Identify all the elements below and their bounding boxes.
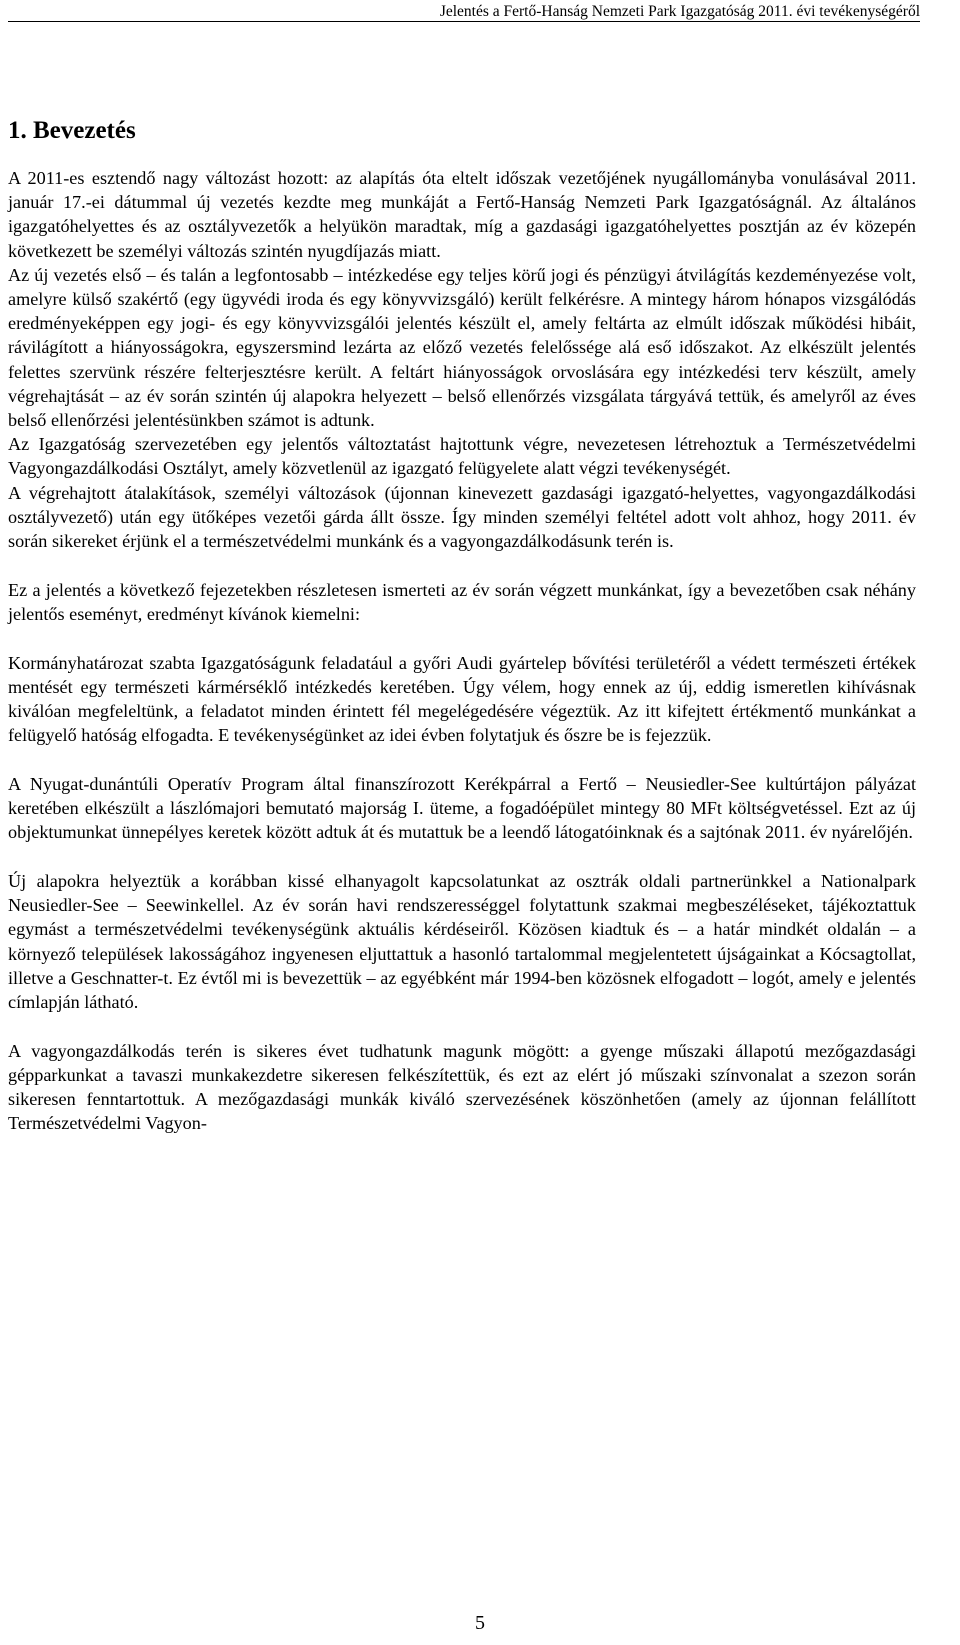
paragraph-gap	[8, 626, 916, 651]
page-number: 5	[475, 1612, 485, 1634]
paragraph: Új alapokra helyeztük a korábban kissé elhanyagolt kapcsolatunkat az osztrák oldali partnerünkkel a Nationalpark Neusiedler-See – Seewinkellel. Az év során havi rendszerességgel folytattunk szakmai megbeszéléseket, tájékoztattuk egymást a természetvédelmi tevékenységünk aktuális kérdéseiről. Közösen kiadtuk és – a határ mindkét oldalán – a környező települések lakosságához ingyenesen eljuttattuk a hasonló tartalommal megjelentetett újságainkat a Kócsagtollat, illetve a Geschnatter-t. Ez évtől mi is bevezettük – az egyébként már 1994-ben közösnek elfogadott – logót, amely e jelentés címlapján látható.	[8, 871, 916, 1013]
running-header	[0, 0, 960, 22]
paragraph: A Nyugat-dunántúli Operatív Program által finanszírozott Kerékpárral a Fertő – Neusiedler-See kultúrtájon pályázat keretében elkészült a lászlómajori bemutató majorság I. üteme, a fogadóépület mintegy 80 MFt költségvetéssel. Ezt az új objektumunkat ünnepélyes keretek között adtuk át és mutattuk be a leendő látogatóinknak és a sajtónak 2011. év nyárelőjén.	[8, 773, 916, 843]
paragraph: A vagyongazdálkodás terén is sikeres évet tudhatunk magunk mögött: a gyenge műszaki állapotú mezőgazdasági gépparkunkat a tavaszi munkakezdetre sikeresen felkészítettük, és ezt az elért jó műszaki színvonalat a szezon során sikeresen fenntartottuk. A mezőgazdasági munkák kiváló szervezésének köszönhetően (amely az újonnan felállított Természetvédelmi Vagyon-	[8, 1040, 916, 1134]
header-rule	[8, 21, 920, 22]
paragraph: A végrehajtott átalakítások, személyi változások (újonnan kinevezett gazdasági igazgató-helyettes, vagyongazdálkodási osztályvezető) után egy ütőképes vezetői gárda állt össze. Így minden személyi feltétel adott volt ahhoz, hogy 2011. év során sikereket érjünk el a természetvédelmi munkánk és a vagyongazdálkodásunk terén is.	[8, 482, 916, 552]
paragraph: Az Igazgatóság szervezetében egy jelentős változtatást hajtottunk végre, nevezetesen létrehoztuk a Természetvédelmi Vagyongazdálkodási Osztályt, amely közvetlenül az igazgató felügyelete alatt végzi tevékenységét.	[8, 434, 916, 479]
paragraph: Az új vezetés első – és talán a legfontosabb – intézkedése egy teljes körű jogi és pénzügyi átvilágítás kezdeményezése volt, amelyre külső szakértő (egy ügyvédi iroda és egy könyvvizsgáló) került felkérésre. A mintegy három hónapos vizsgálódás eredményeképpen egy jogi- és egy könyvvizsgálói jelentés készült el, amely feltárta az elmúlt időszak működési hibáit, rávilágított a hiányosságokra, egyszersmind lezárta az előző vezetés felelőssége alá eső időszakot. Az elkészült jelentés felettes szervünk részére felterjesztésre került. A feltárt hiányosságok orvoslására egy intézkedési terv készült, amely végrehajtását – az év során szintén új alapokra helyezett – belső ellenőrzés vizsgálata tárgyává tettük, és amelyről az éves belső ellenőrzési jelentésünkben számot is adtunk.	[8, 264, 916, 431]
paragraph: A 2011-es esztendő nagy változást hozott: az alapítás óta eltelt időszak vezetőjének nyugállományba vonulásával 2011. január 17.-ei dátummal új vezetés kezdte meg munkáját a Fertő-Hanság Nemzeti Park Igazgatóságnál. Az általános igazgatóhelyettes és az osztályvezetők a helyükön maradtak, míg a gazdasági igazgatóhelyettes posztján az év közepén következett be személyi változás szintén nyugdíjazás miatt.	[8, 168, 916, 261]
paragraph-gap	[8, 553, 916, 578]
header-title: Jelentés a Fertő-Hanság Nemzeti Park Igazgatóság 2011. évi tevékenységéről	[439, 3, 920, 20]
paragraph-gap	[8, 845, 916, 870]
document-body	[8, 166, 916, 1136]
paragraph-gap	[8, 1014, 916, 1039]
paragraph: Ez a jelentés a következő fejezetekben részletesen ismerteti az év során végzett munkánkat, így a bevezetőben csak néhány jelentős eseményt, eredményt kívánok kiemelni:	[8, 579, 916, 624]
paragraph: Kormányhatározat szabta Igazgatóságunk feladatául a győri Audi gyártelep bővítési területéről a védett természeti értékek mentését egy természeti kármérséklő intézkedés keretében. Úgy vélem, hogy ennek az új, eddig ismeretlen kihívásnak kiválóan megfeleltünk, a feladatot minden érintett fél megelégedésére végeztük. Az itt kifejtett értékmentő munkánkat a felügyelő hatóság elfogadta. E tevékenységünket az idei évben folytatjuk és őszre be is fejezzük.	[8, 652, 916, 746]
section-title: 1. Bevezetés	[8, 117, 136, 144]
paragraph-gap	[8, 747, 916, 772]
